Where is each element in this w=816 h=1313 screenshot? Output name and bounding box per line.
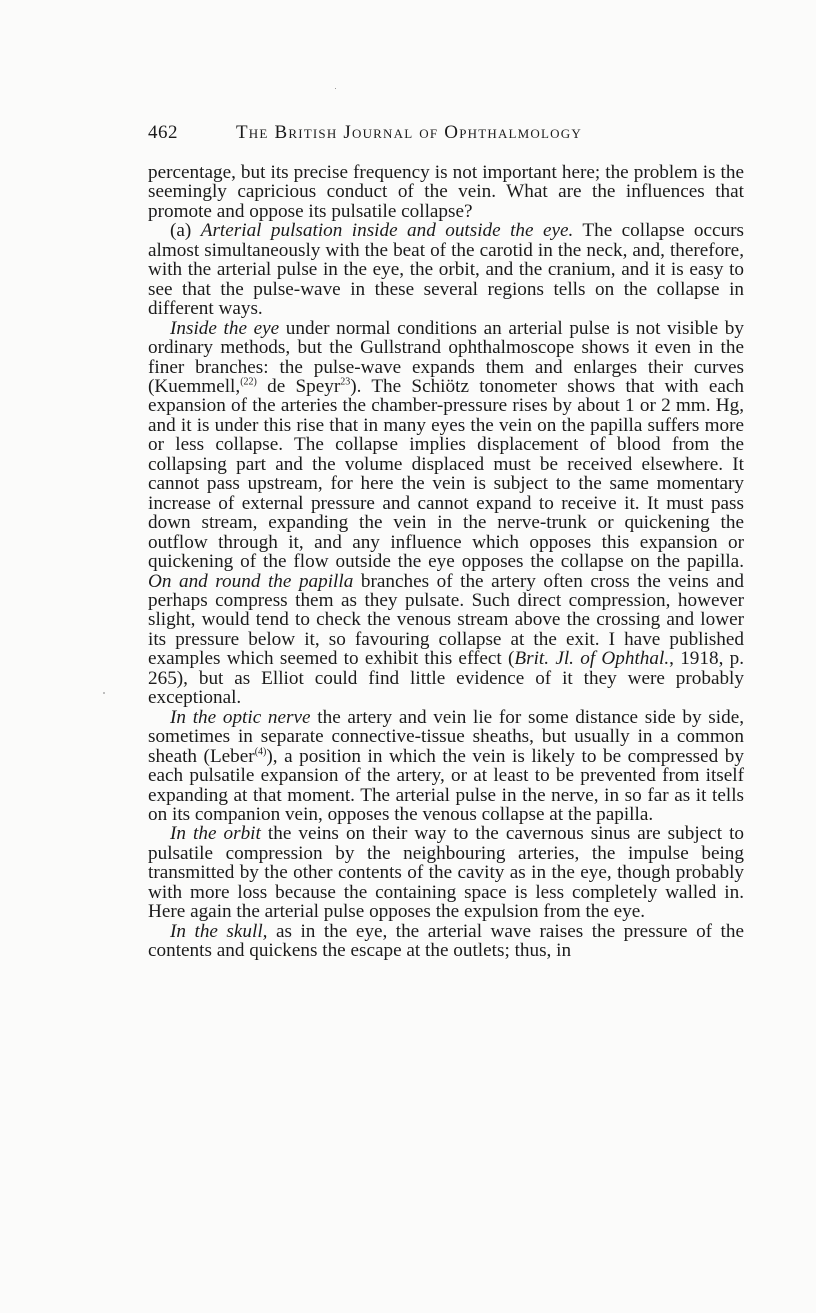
paragraph-optic-nerve bbox=[148, 708, 744, 825]
paragraph-orbit bbox=[148, 824, 744, 921]
running-title: The British Journal of Ophthalmology bbox=[236, 122, 582, 143]
paragraph-inside-eye-text-e: , 1918, p. 265), but as Elliot could find little evidence of it they were probably exceptional. bbox=[148, 648, 745, 709]
section-heading-orbit: In the orbit bbox=[170, 823, 261, 845]
section-label: (a) bbox=[170, 220, 192, 242]
article-body bbox=[148, 163, 744, 961]
paragraph-optic-nerve-text-a: the artery and vein lie for some distance side by side, sometimes in separate connective-tissue sheaths, but usually in a common sheath (Leber bbox=[148, 706, 745, 767]
section-heading-inside-eye: Inside the eye bbox=[170, 317, 280, 339]
paragraph-skull bbox=[148, 922, 744, 961]
paragraph-inside-eye-text-d: branches of the artery often cross the veins and perhaps compress them as they pulsate. Such direct compression, however slight, would tend to check the venous stream above the crossing and lower its pressure below it, so favouring collapse at the exit. I have published examples which seemed to exhibit this effect ( bbox=[148, 570, 745, 670]
paragraph-orbit-text: the veins on their way to the cavernous sinus are subject to pulsatile compression by the neighbouring arteries, the impulse being transmitted by the other contents of the cavity as in the eye, though probably with more loss because the containing space is less completely walled in. Here again the arterial pulse opposes the expulsion from the eye. bbox=[148, 823, 744, 923]
paragraph-inside-eye-text-a: under normal conditions an arterial pulse is not visible by ordinary methods, but the Gullstrand ophthalmoscope shows it even in the finer branches: the pulse-wave expands them and enlarges their curves (Kuemmell, bbox=[148, 317, 744, 397]
paragraph-inside-eye-text-c: ). The Schiötz tonometer shows that with each expansion of the arteries the chamber-pressure rises by about 1 or 2 mm. Hg, and it is under this rise that in many eyes the vein on the papilla suffers more or less collapse. The collapse implies displacement of blood from the collapsing part and the volume displaced must be received elsewhere. It cannot pass upstream, for here the vein is subject to the same momentary increase of external pressure and cannot expand to receive it. It must pass down stream, expanding the vein in the nerve-trunk or quickening the outflow through it, and any influence which opposes this expansion or quickening of the flow outside the eye opposes the collapse on the papilla. bbox=[148, 375, 744, 573]
scan-speck bbox=[335, 88, 336, 89]
reference-22: (22) bbox=[240, 376, 257, 388]
section-heading-papilla: On and round the papilla bbox=[148, 570, 354, 592]
page-number: 462 bbox=[148, 122, 178, 143]
paragraph-inside-eye bbox=[148, 319, 744, 708]
paragraph-intro-text: percentage, but its precise frequency is not important here; the problem is the seemingly capricious conduct of the vein. What are the influences that promote and oppose its pulsatile collapse? bbox=[148, 162, 744, 222]
paragraph-inside-eye-text-b: de Speyr bbox=[267, 375, 341, 397]
paragraph-optic-nerve-text-b: ), a position in which the vein is likely to be compressed by each pulsatile expansion of the artery, or at least to be prevented from itself expanding at that moment. The arterial pulse in the nerve, in so far as it tells on its companion vein, opposes the venous collapse at the papilla. bbox=[148, 745, 744, 825]
paragraph-skull-text: as in the eye, the arterial wave raises the pressure of the contents and quickens the escape at the outlets; thus, in bbox=[148, 920, 744, 962]
paragraph-arterial-pulsation-text: The collapse occurs almost simultaneously with the beat of the carotid in the neck, and, therefore, with the arterial pulse in the eye, the orbit, and the cranium, and it is easy to see that the pulse-wave in these several regions tells on the collapse in different ways. bbox=[148, 220, 745, 320]
journal-citation: Brit. Jl. of Ophthal. bbox=[514, 648, 670, 670]
reference-23: 23 bbox=[340, 376, 351, 388]
section-heading-skull: In the skull, bbox=[170, 920, 268, 942]
section-heading-optic-nerve: In the optic nerve bbox=[170, 706, 311, 728]
page-header bbox=[148, 122, 744, 150]
paragraph-arterial-pulsation bbox=[148, 221, 744, 318]
margin-speck bbox=[103, 692, 105, 694]
paragraph-intro bbox=[148, 163, 744, 221]
section-heading-arterial-pulsation: Arterial pulsation inside and outside the eye. bbox=[200, 220, 574, 242]
reference-4: (4) bbox=[254, 746, 267, 758]
